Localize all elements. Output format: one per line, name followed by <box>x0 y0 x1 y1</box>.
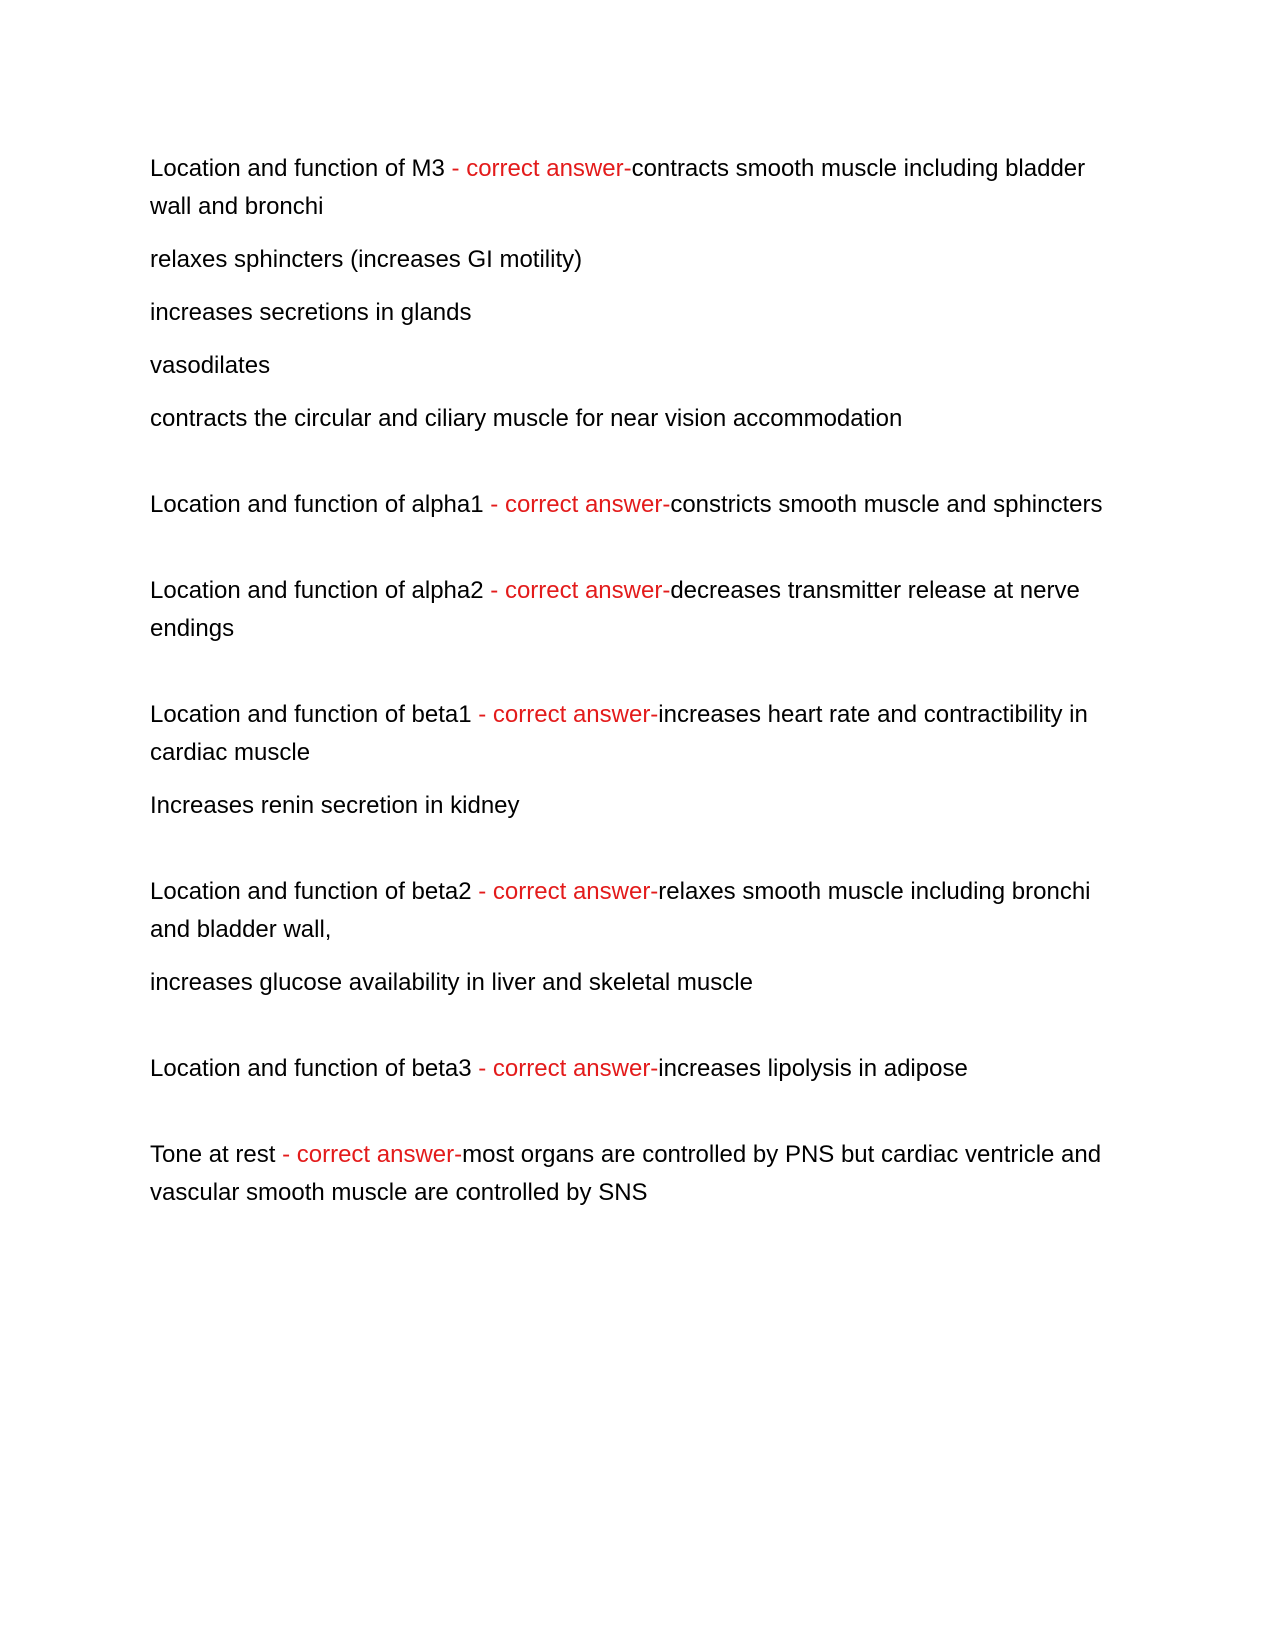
card-answer-line: relaxes sphincters (increases GI motility) <box>150 246 583 273</box>
card-answer: relaxes smooth muscle including bronchi and bladder wall, <box>150 878 1091 943</box>
flashcard-tone-at-rest <box>150 1136 1130 1212</box>
card-first-line <box>150 1050 1130 1088</box>
correct-answer-marker: - correct answer- <box>471 878 659 905</box>
card-answer-line: increases secretions in glands <box>150 299 472 326</box>
correct-answer-marker: - correct answer- <box>483 491 671 518</box>
card-question: Location and function of alpha2 <box>150 577 484 604</box>
card-answer: contracts smooth muscle including bladder wall and bronchi <box>150 155 1086 220</box>
correct-answer-marker: - correct answer- <box>471 701 659 728</box>
card-question: Tone at rest <box>150 1141 276 1168</box>
flashcard-beta1 <box>150 696 1130 825</box>
card-first-line <box>150 150 1130 226</box>
flashcard-beta3 <box>150 1050 1130 1088</box>
flashcard-beta2 <box>150 873 1130 1002</box>
correct-answer-marker: - correct answer- <box>275 1141 463 1168</box>
card-first-line <box>150 486 1130 524</box>
flashcard-alpha1 <box>150 486 1130 524</box>
card-first-line <box>150 1136 1130 1212</box>
card-answer-line: increases glucose availability in liver and skeletal muscle <box>150 969 753 996</box>
correct-answer-marker: - correct answer- <box>471 1055 659 1082</box>
card-first-line <box>150 873 1130 949</box>
card-question: Location and function of beta1 <box>150 701 472 728</box>
card-answer: constricts smooth muscle and sphincters <box>670 491 1103 518</box>
flashcard-m3 <box>150 150 1130 438</box>
card-first-line <box>150 572 1130 648</box>
flashcard-page <box>150 150 1130 1227</box>
card-question: Location and function of M3 <box>150 155 445 182</box>
card-question: Location and function of beta3 <box>150 1055 472 1082</box>
card-first-line <box>150 696 1130 772</box>
card-answer-line: Increases renin secretion in kidney <box>150 792 520 819</box>
card-question: Location and function of alpha1 <box>150 491 484 518</box>
flashcard-alpha2 <box>150 572 1130 648</box>
correct-answer-marker: - correct answer- <box>483 577 671 604</box>
card-question: Location and function of beta2 <box>150 878 472 905</box>
card-answer: increases heart rate and contractibility in cardiac muscle <box>150 701 1088 766</box>
card-answer-line: vasodilates <box>150 352 271 379</box>
card-answer: increases lipolysis in adipose <box>658 1055 968 1082</box>
card-answer: decreases transmitter release at nerve endings <box>150 577 1080 642</box>
correct-answer-marker: - correct answer- <box>444 155 632 182</box>
card-answer: most organs are controlled by PNS but cardiac ventricle and vascular smooth muscle are controlled by SNS <box>150 1141 1102 1206</box>
card-answer-line: contracts the circular and ciliary muscle for near vision accommodation <box>150 405 903 432</box>
